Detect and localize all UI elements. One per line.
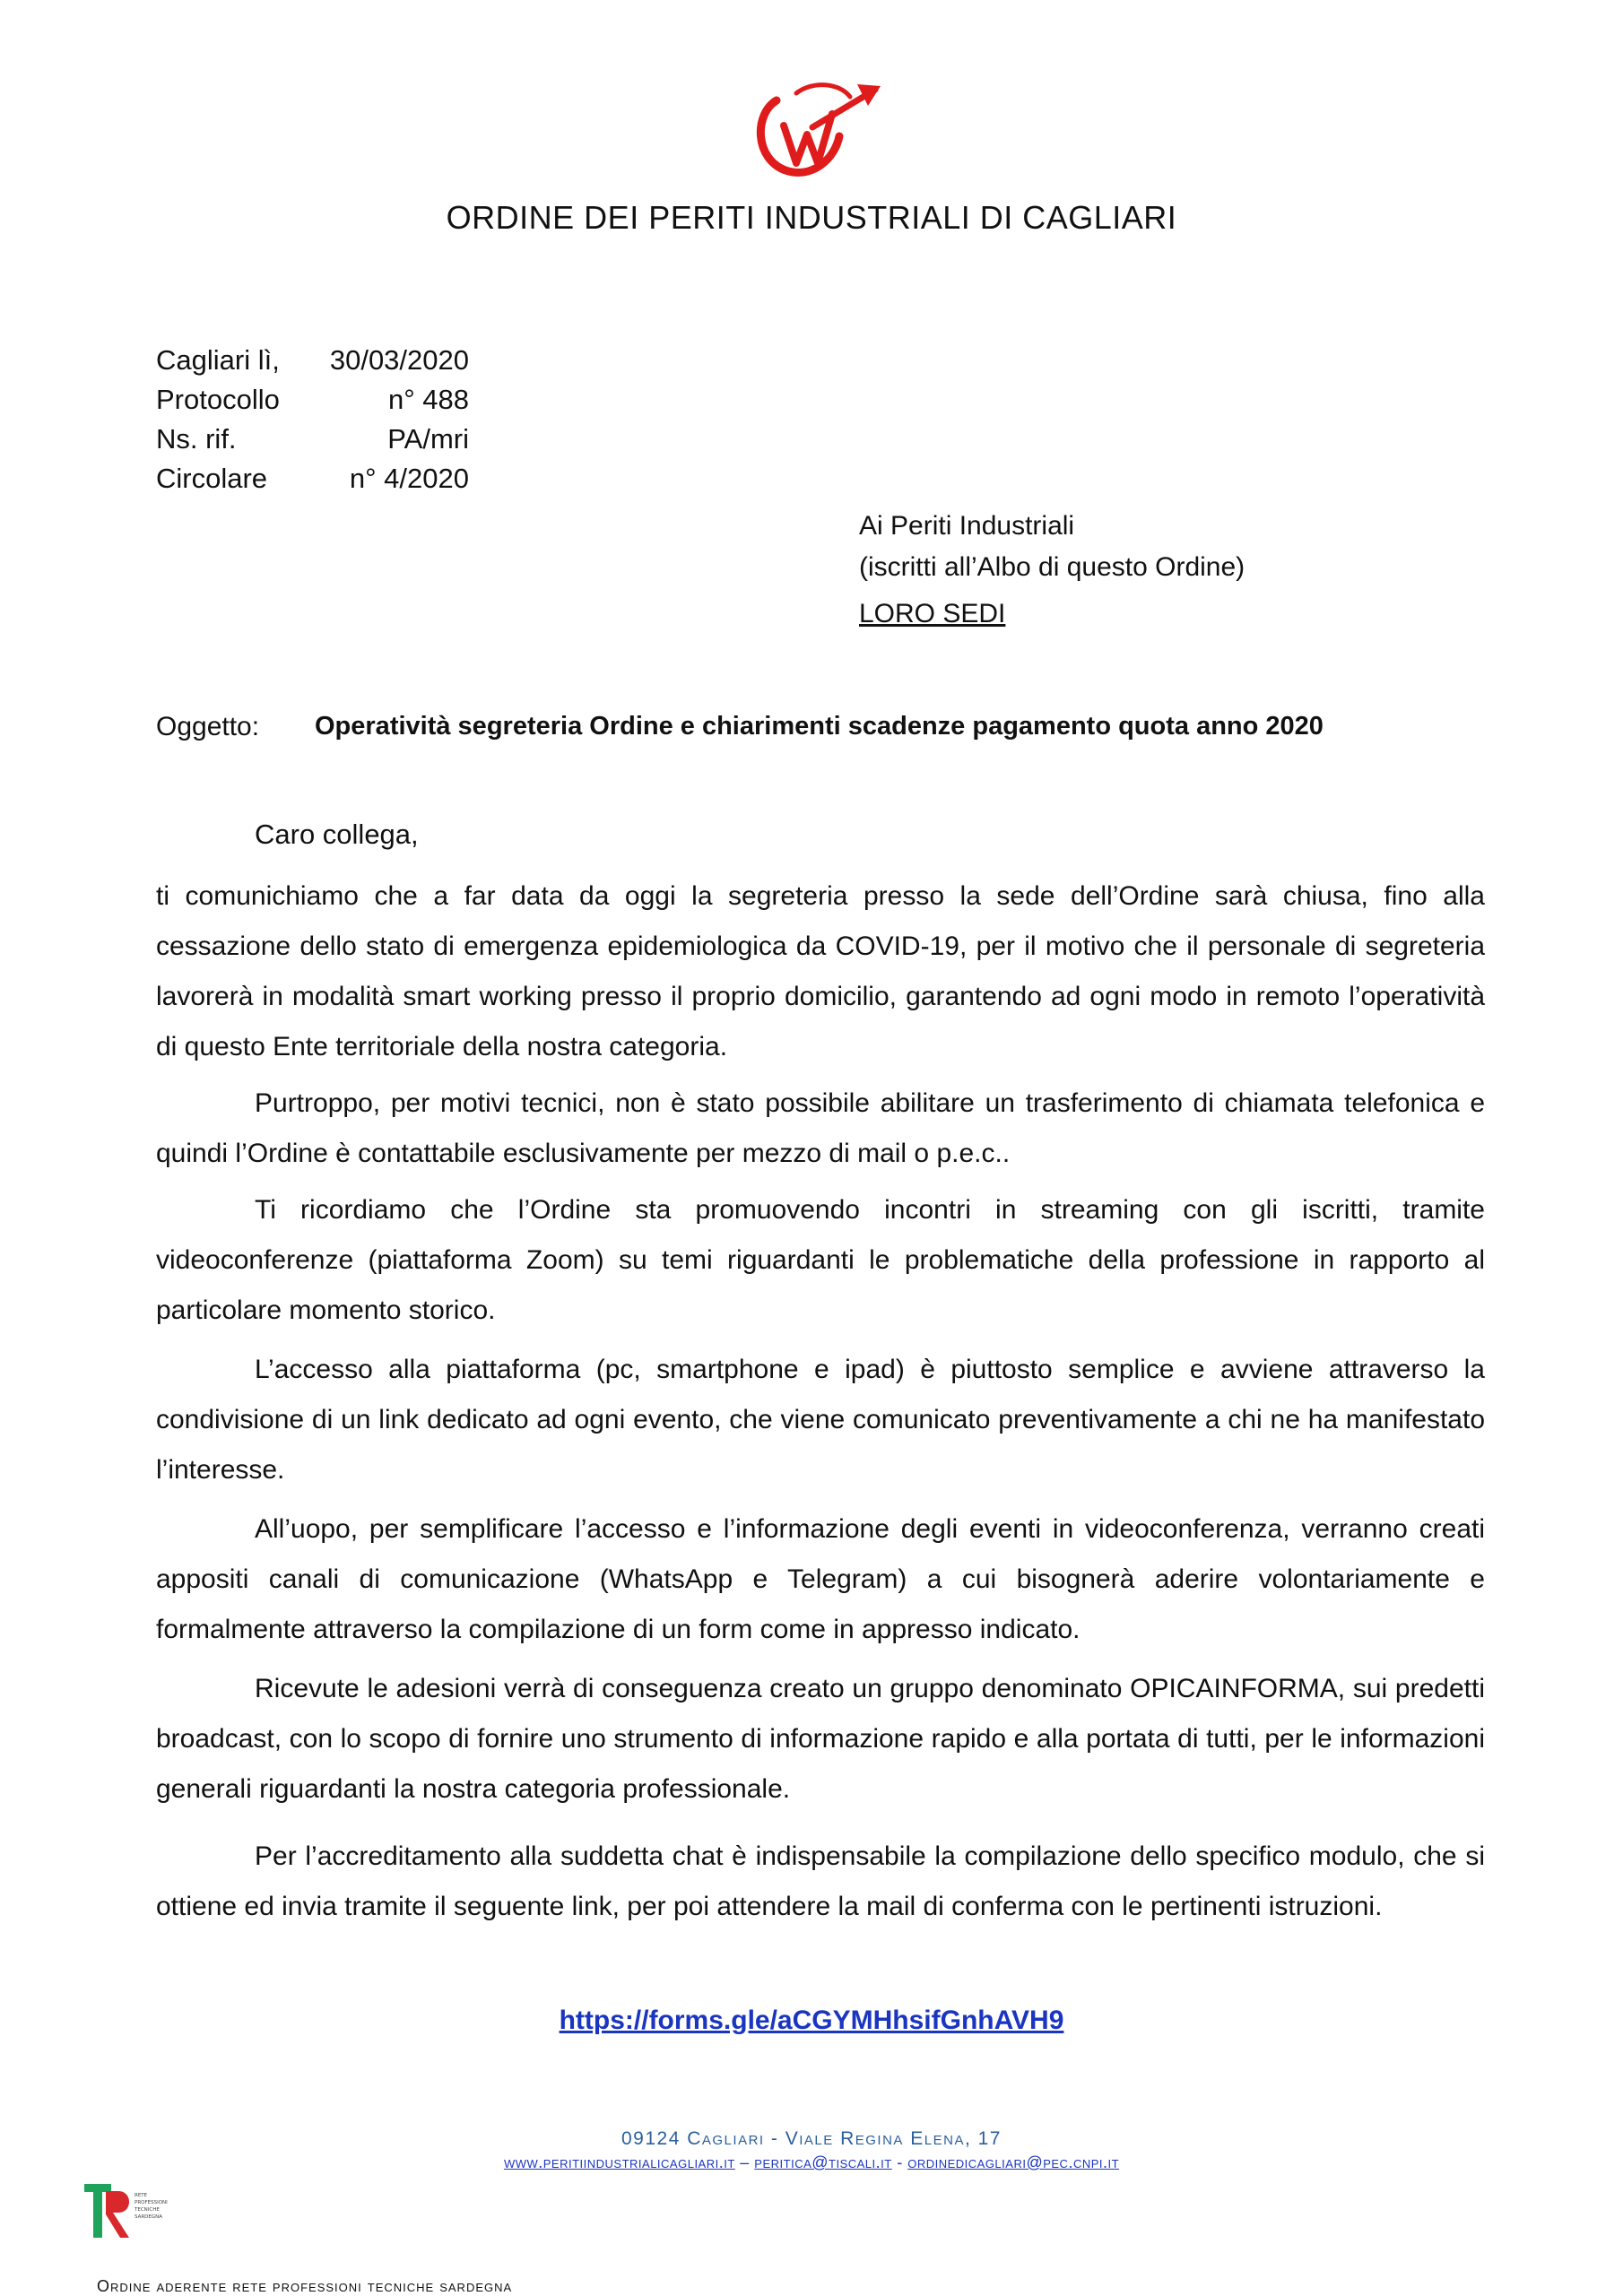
meta-label-protocol: Protocollo: [156, 384, 280, 415]
body-paragraph: ti comunichiamo che a far data da oggi la segreteria presso la sede dell’Ordine sarà chiusa, fino alla cessazione dello stato di emergenza epidemiologica da COVID-19, per il motivo che il personale di segreteria lavorerà in modalità smart working presso il proprio domicilio, garantendo ad ogni modo in remoto l’operatività di questo Ente territoriale della nostra categoria.: [156, 881, 1485, 1061]
recipient-line-1: Ai Periti Industriali: [859, 511, 1075, 541]
body-paragraph: Per l’accreditamento alla suddetta chat è indispensabile la compilazione dello specifico modulo, che si ottiene ed invia tramite il seguente link, per poi attendere la mail di conferma con le pertinenti istruzioni.: [156, 1841, 1485, 1921]
meta-label-reference: Ns. rif.: [156, 423, 237, 455]
pec-link[interactable]: ordinedicagliari@pec.cnpi.it: [907, 2153, 1120, 2171]
body-paragraph: Purtroppo, per motivi tecnici, non è stato possibile abilitare un trasferimento di chiamata telefonica e quindi l’Ordine è contattabile esclusivamente per mezzo di mail o p.e.c..: [156, 1088, 1485, 1168]
meta-value-reference: PA/mri: [387, 423, 469, 455]
svg-text:PROFESSIONI: PROFESSIONI: [135, 2200, 168, 2205]
meta-value-circular: n° 4/2020: [349, 463, 469, 494]
body-paragraph: L’accesso alla piattaforma (pc, smartphone e ipad) è piuttosto semplice e avviene attraverso la condivisione di un link dedicato ad ogni evento, che viene comunicato preventivamente a chi ne ha manifestato l’interesse.: [156, 1355, 1485, 1485]
rpt-sardegna-logo: [82, 2182, 194, 2240]
footer-address: 09124 Cagliari - Viale Regina Elena, 17: [621, 2128, 1002, 2149]
svg-text:RETE: RETE: [135, 2193, 148, 2198]
subject-text: Operatività segreteria Ordine e chiarimenti scadenze pagamento quota anno 2020: [315, 712, 1324, 741]
footer-separator: –: [734, 2153, 755, 2171]
organization-title: ORDINE DEI PERITI INDUSTRIALI DI CAGLIARI: [446, 199, 1177, 236]
footer-contacts: [0, 2153, 1623, 2172]
meta-value-date: 30/03/2020: [329, 344, 469, 376]
order-logo: [750, 74, 886, 181]
body-paragraph: Ti ricordiamo che l’Ordine sta promuovendo incontri in streaming con gli iscritti, tramite videoconferenze (piattaforma Zoom) su temi riguardanti le problematiche della professione in rapporto al particolare momento storico.: [156, 1195, 1485, 1325]
website-link[interactable]: www.peritiindustrialicagliari.it: [503, 2153, 735, 2171]
footer-dash: -: [891, 2153, 908, 2171]
body-paragraph: All’uopo, per semplificare l’accesso e l’informazione degli eventi in videoconferenza, verranno creati appositi canali di comunicazione (WhatsApp e Telegram) a cui bisognerà aderire volontariamente e formalmente attraverso la compilazione di un form come in appresso indicato.: [156, 1514, 1485, 1644]
recipient-line-3: LORO SEDI: [859, 599, 1006, 628]
footer-note: Ordine aderente rete professioni tecniche sardegna: [97, 2277, 513, 2295]
body-paragraph: Ricevute le adesioni verrà di conseguenza creato un gruppo denominato OPICAINFORMA, sui predetti broadcast, con lo scopo di fornire uno strumento di informazione rapido e alla portata di tutti, per le informazioni generali riguardanti la nostra categoria professionale.: [156, 1674, 1485, 1804]
meta-label-date: Cagliari lì,: [156, 344, 280, 376]
salutation: Caro collega,: [255, 819, 419, 850]
registration-form-link[interactable]: https://forms.gle/aCGYMHhsifGnhAVH9: [559, 2006, 1064, 2035]
meta-label-circular: Circolare: [156, 463, 268, 494]
email-link[interactable]: peritica@tiscali.it: [754, 2153, 892, 2171]
svg-text:SARDEGNA: SARDEGNA: [135, 2214, 163, 2220]
subject-label: Oggetto:: [156, 712, 260, 741]
svg-text:TECNICHE: TECNICHE: [135, 2207, 160, 2213]
recipient-line-2: (iscritti all’Albo di questo Ordine): [859, 552, 1245, 582]
meta-value-protocol: n° 488: [388, 384, 469, 415]
